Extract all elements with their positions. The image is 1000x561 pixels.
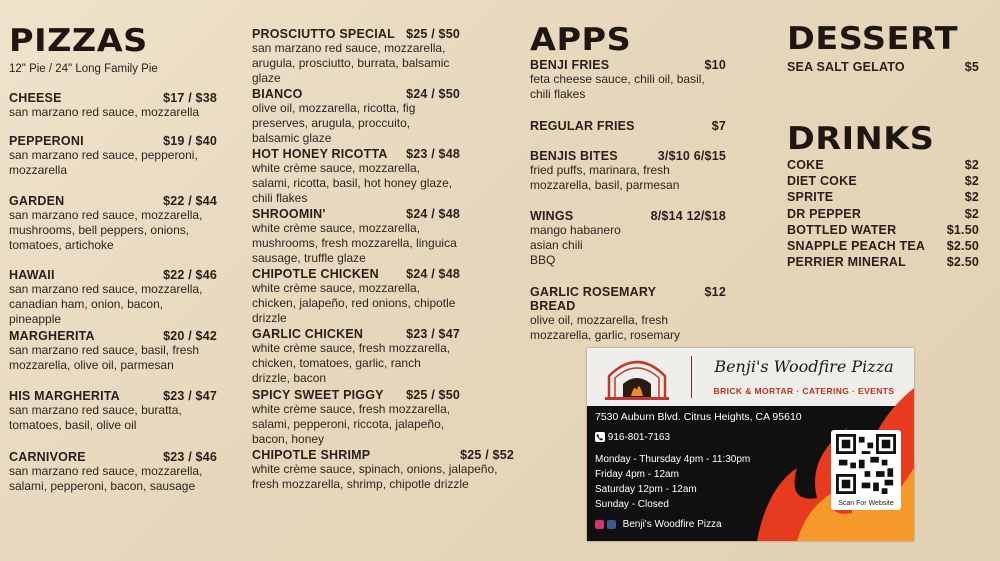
- menu-item: [252, 388, 460, 447]
- menu-item-name: BENJI FRIES: [530, 58, 610, 72]
- menu-item-description: san marzano red sauce, basil, fresh mozzarella, olive oil, parmesan: [9, 343, 200, 372]
- menu-item: [252, 448, 514, 492]
- pizzas-size-note: 12" Pie / 24" Long Family Pie: [9, 63, 158, 75]
- menu-item-name: PERRIER MINERAL: [787, 255, 906, 270]
- menu-item-description: san marzano red sauce, pepperoni, mozzarella: [9, 148, 198, 177]
- card-social-row: [595, 517, 722, 532]
- menu-item-header: [787, 207, 979, 221]
- card-business-name: Benji's Woodfire Pizza: [714, 357, 894, 376]
- menu-item-name: PROSCIUTTO SPECIAL: [252, 27, 395, 41]
- menu-item: [252, 267, 460, 326]
- menu-item-price: $10: [704, 58, 726, 72]
- menu-item: [530, 149, 726, 193]
- menu-item: [9, 91, 217, 120]
- instagram-icon: [595, 520, 604, 529]
- menu-item-header: [252, 207, 460, 221]
- menu-item-name: BENJIS BITES: [530, 149, 618, 163]
- card-hours-line: Saturday 12pm - 12am: [595, 484, 697, 495]
- menu-item: [252, 147, 460, 206]
- menu-item: [530, 285, 726, 343]
- menu-item-name: HAWAII: [9, 268, 55, 282]
- menu-item-header: [530, 209, 726, 223]
- menu-item-description: san marzano red sauce, buratta, tomatoes, basil, olive oil: [9, 403, 182, 432]
- menu-item-description: olive oil, mozzarella, fresh mozzarella, garlic, rosemary: [530, 313, 681, 342]
- menu-item-name: BIANCO: [252, 87, 303, 101]
- menu-item: [9, 194, 217, 253]
- menu-item-header: [252, 448, 514, 462]
- menu-item-name: BOTTLED WATER: [787, 222, 897, 237]
- menu-item-description: san marzano red sauce, mozzarella: [9, 105, 200, 119]
- menu-item-price: $1.50: [946, 222, 979, 237]
- menu-item-price: $17 / $38: [163, 91, 217, 105]
- menu-item-header: [530, 119, 726, 133]
- menu-item: [787, 255, 979, 269]
- menu-item-header: [252, 327, 460, 341]
- apps-heading: APPS: [530, 22, 632, 58]
- menu-item-description: san marzano red sauce, mozzarella, arugula, prosciutto, burrata, balsamic glaze: [252, 41, 450, 85]
- card-divider: [691, 356, 692, 398]
- qr-code-icon: [836, 434, 896, 494]
- business-card: [587, 348, 914, 541]
- menu-item-name: SPRITE: [787, 190, 834, 205]
- menu-item-description: fried puffs, marinara, fresh mozzarella, basil, parmesan: [530, 163, 680, 192]
- menu-item: [787, 223, 979, 237]
- menu-item: [530, 209, 726, 268]
- menu-item: [252, 327, 460, 386]
- menu-item: [252, 27, 460, 86]
- menu-item-price: $5: [964, 60, 979, 74]
- menu-item-price: $2: [964, 206, 979, 221]
- menu-item: [530, 119, 726, 133]
- menu-item-description: san marzano red sauce, mozzarella, salami, pepperoni, bacon, sausage: [9, 464, 203, 493]
- menu-item-header: [787, 60, 979, 74]
- card-hours-line: Monday - Thursday 4pm - 11:30pm: [595, 454, 751, 465]
- menu-item-description: san marzano red sauce, mozzarella, canadian ham, onion, bacon, pineapple: [9, 282, 203, 326]
- menu-item-price: $2: [964, 190, 979, 205]
- menu-item-header: [787, 223, 979, 237]
- menu-item-price: $22 / $44: [163, 194, 217, 208]
- menu-item-price: $23 / $46: [163, 450, 217, 464]
- menu-item-price: $20 / $42: [163, 329, 217, 343]
- pizzas-heading: PIZZAS: [9, 23, 148, 59]
- facebook-icon: [607, 520, 616, 529]
- menu-item-header: [9, 329, 217, 343]
- menu-item-price: $7: [711, 119, 726, 133]
- menu-item: [787, 158, 979, 172]
- card-phone: 916-801-7163: [607, 432, 671, 443]
- menu-item-name: GARLIC ROSEMARY BREAD: [530, 285, 656, 313]
- menu-item: [787, 190, 979, 204]
- menu-item-description: feta cheese sauce, chili oil, basil, chili flakes: [530, 72, 705, 101]
- menu-item-header: [252, 147, 460, 161]
- menu-item-header: [787, 255, 979, 269]
- menu-item-name: SHROOMIN': [252, 207, 326, 221]
- menu-item-name: PEPPERONI: [9, 134, 84, 148]
- oven-logo-icon: [601, 354, 673, 400]
- menu-item-header: [530, 149, 726, 163]
- menu-item-header: [787, 174, 979, 188]
- drinks-heading: DRINKS: [787, 121, 935, 157]
- menu-item-header: [252, 27, 460, 41]
- menu-item-price: $23 / $47: [406, 327, 460, 341]
- menu-item-price: $22 / $46: [163, 268, 217, 282]
- menu-item-description: white crème sauce, fresh mozzarella, chicken, tomatoes, garlic, ranch drizzle, bacon: [252, 341, 451, 385]
- menu-item-name: DR PEPPER: [787, 206, 862, 221]
- menu-item-name: MARGHERITA: [9, 329, 95, 343]
- menu-item: [9, 450, 217, 494]
- menu-item: [787, 174, 979, 188]
- menu-item-header: [9, 194, 217, 208]
- menu-item-header: [9, 268, 217, 282]
- menu-item-header: [252, 87, 460, 101]
- menu-item-price: $2: [964, 174, 979, 189]
- menu-item-name: SPICY SWEET PIGGY: [252, 388, 384, 402]
- menu-item-header: [9, 91, 217, 105]
- menu-item-price: $24 / $48: [406, 207, 460, 221]
- menu-item-header: [787, 239, 979, 253]
- card-hours-line: Friday 4pm - 12am: [595, 469, 679, 480]
- menu-item-name: HIS MARGHERITA: [9, 389, 120, 403]
- menu-item-price: $2: [964, 158, 979, 172]
- menu-item: [9, 268, 217, 327]
- menu-item-description: white crème sauce, mozzarella, mushrooms, fresh mozzarella, linguica sausage, truffle glaze: [252, 221, 457, 265]
- menu-item-name: CHEESE: [9, 91, 62, 105]
- menu-item-description: white crème sauce, mozzarella, chicken, jalapeño, red onions, chipotle drizzle: [252, 281, 456, 325]
- menu-item-name: REGULAR FRIES: [530, 119, 635, 133]
- menu-item-price: $23 / $47: [163, 389, 217, 403]
- menu-item-price: $25 / $50: [406, 27, 460, 41]
- menu-item-header: [787, 158, 979, 172]
- menu-item: [787, 239, 979, 253]
- menu-item-name: GARLIC CHICKEN: [252, 327, 364, 341]
- menu-item-price: $24 / $48: [406, 267, 460, 281]
- menu-item-price: $12: [704, 285, 726, 299]
- menu-item-name: HOT HONEY RICOTTA: [252, 147, 388, 161]
- menu-item-name: COKE: [787, 158, 824, 172]
- menu-item: [9, 134, 217, 178]
- menu-item-name: GARDEN: [9, 194, 65, 208]
- card-address: 7530 Auburn Blvd. Citrus Heights, CA 95610: [595, 411, 802, 423]
- menu-item-header: [9, 134, 217, 148]
- menu-item-header: [530, 285, 726, 313]
- qr-caption: Scan For Website: [838, 500, 894, 507]
- phone-icon: [595, 432, 605, 442]
- menu-item: [530, 58, 726, 102]
- menu-item-description: white crème sauce, mozzarella, salami, ricotta, basil, hot honey glaze, chili flakes: [252, 161, 453, 205]
- menu-item-price: $25 / $52: [460, 448, 514, 462]
- card-tagline: BRICK & MORTAR · CATERING · EVENTS: [713, 386, 895, 396]
- menu-item: [9, 389, 217, 433]
- menu-item-description: san marzano red sauce, mozzarella, mushrooms, bell peppers, onions, tomatoes, artichoke: [9, 208, 203, 252]
- menu-item-name: DIET COKE: [787, 174, 857, 189]
- menu-item-name: SEA SALT GELATO: [787, 60, 905, 74]
- menu-item: [787, 207, 979, 221]
- menu-item-name: WINGS: [530, 209, 574, 223]
- menu-item-description: mango habanero asian chili BBQ: [530, 223, 621, 267]
- menu-item-price: $19 / $40: [163, 134, 217, 148]
- menu-item-price: $2.50: [946, 239, 979, 253]
- card-social-handle: Benji's Woodfire Pizza: [622, 519, 722, 530]
- menu-item-header: [9, 389, 217, 403]
- menu-item-name: CHIPOTLE SHRIMP: [252, 448, 371, 462]
- menu-item-price: $24 / $50: [406, 87, 460, 101]
- menu-item: [252, 87, 460, 146]
- menu-item-header: [9, 450, 217, 464]
- menu-item-header: [787, 190, 979, 204]
- menu-item: [9, 329, 217, 373]
- menu-item-name: CARNIVORE: [9, 450, 86, 464]
- menu-item-price: 8/$14 12/$18: [650, 209, 726, 223]
- menu-item-header: [252, 388, 460, 402]
- menu-item-header: [252, 267, 460, 281]
- menu-item-description: white crème sauce, spinach, onions, jalapeño, fresh mozzarella, shrimp, chipotle drizzle: [252, 462, 498, 491]
- menu-item-description: white crème sauce, fresh mozzarella, salami, pepperoni, riccota, jalapeño, bacon, honey: [252, 402, 451, 446]
- card-hours-line: Sunday - Closed: [595, 499, 669, 510]
- menu-item-name: SNAPPLE PEACH TEA: [787, 239, 926, 253]
- menu-item-price: $23 / $48: [406, 147, 460, 161]
- dessert-heading: DESSERT: [787, 21, 959, 57]
- menu-item-price: $2.50: [946, 255, 979, 270]
- menu-item: [252, 207, 460, 266]
- card-hours: [595, 452, 750, 512]
- card-phone-row: [595, 430, 670, 445]
- menu-item-description: olive oil, mozzarella, ricotta, fig preserves, arugula, proccuito, balsamic glaze: [252, 101, 416, 145]
- menu-item-name: CHIPOTLE CHICKEN: [252, 267, 379, 281]
- qr-code[interactable]: [831, 430, 901, 510]
- menu-item-price: $25 / $50: [406, 388, 460, 402]
- menu-item-header: [530, 58, 726, 72]
- menu-item: [787, 60, 979, 74]
- menu-item-price: 3/$10 6/$15: [657, 149, 726, 163]
